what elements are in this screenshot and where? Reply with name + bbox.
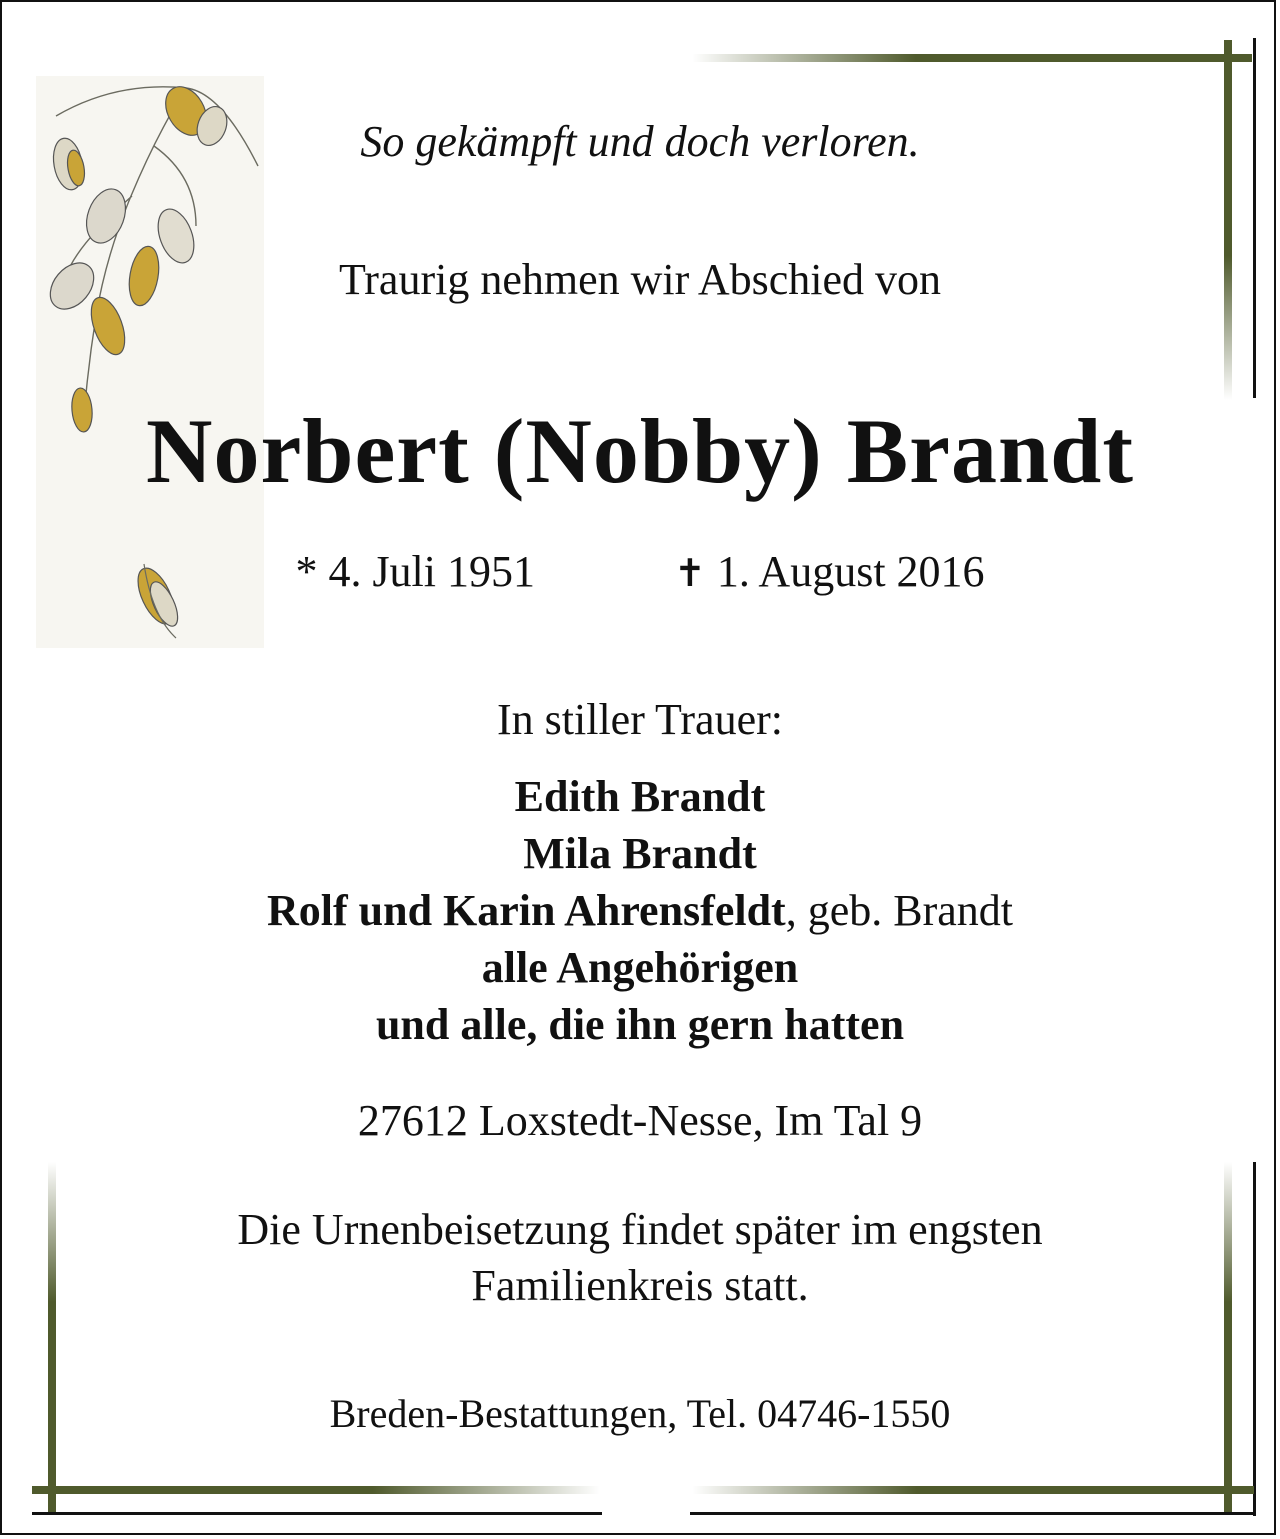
mourner: alle Angehörigen: [481, 943, 799, 992]
death-date: [674, 547, 985, 596]
mourner: Edith Brandt: [514, 772, 766, 821]
cross-icon: ✝: [674, 551, 706, 595]
deceased-name: Norbert (Nobby) Brandt: [146, 400, 1134, 502]
mourner-name: Rolf und Karin Ahrensfeldt: [266, 886, 786, 935]
frame-bottom-left-line: [32, 1512, 602, 1515]
mourners-list: [2, 768, 1278, 1053]
frame-right-top: [1224, 40, 1232, 400]
birth-symbol: *: [295, 547, 318, 596]
frame-bottom-right-line: [690, 1512, 1256, 1515]
mourning-intro: In stiller Trauer:: [497, 695, 783, 744]
burial-notice: [2, 1202, 1278, 1314]
intro-line: Traurig nehmen wir Abschied von: [338, 255, 942, 304]
address: 27612 Loxstedt-Nesse, Im Tal 9: [357, 1096, 923, 1145]
mourner: und alle, die ihn gern hatten: [375, 1000, 905, 1049]
frame-bottom-left: [32, 1486, 600, 1494]
frame-top-right: [692, 54, 1252, 62]
birth-date-text: 4. Juli 1951: [328, 547, 536, 596]
death-date-text: 1. August 2016: [716, 547, 985, 596]
mourner: [2, 882, 1278, 939]
mourner-suffix: , geb. Brandt: [785, 886, 1013, 935]
notice-line: Familienkreis statt.: [471, 1261, 809, 1310]
notice-line: Die Urnenbeisetzung findet später im engsten: [237, 1205, 1043, 1254]
frame-bottom-right: [692, 1486, 1254, 1494]
birth-date: [295, 546, 535, 597]
frame-right-top-line: [1253, 38, 1256, 398]
mourner: Mila Brandt: [523, 829, 757, 878]
undertaker-info: Breden-Bestattungen, Tel. 04746-1550: [329, 1391, 951, 1436]
motto: So gekämpft und doch verloren.: [360, 117, 920, 166]
life-dates: [2, 546, 1278, 597]
